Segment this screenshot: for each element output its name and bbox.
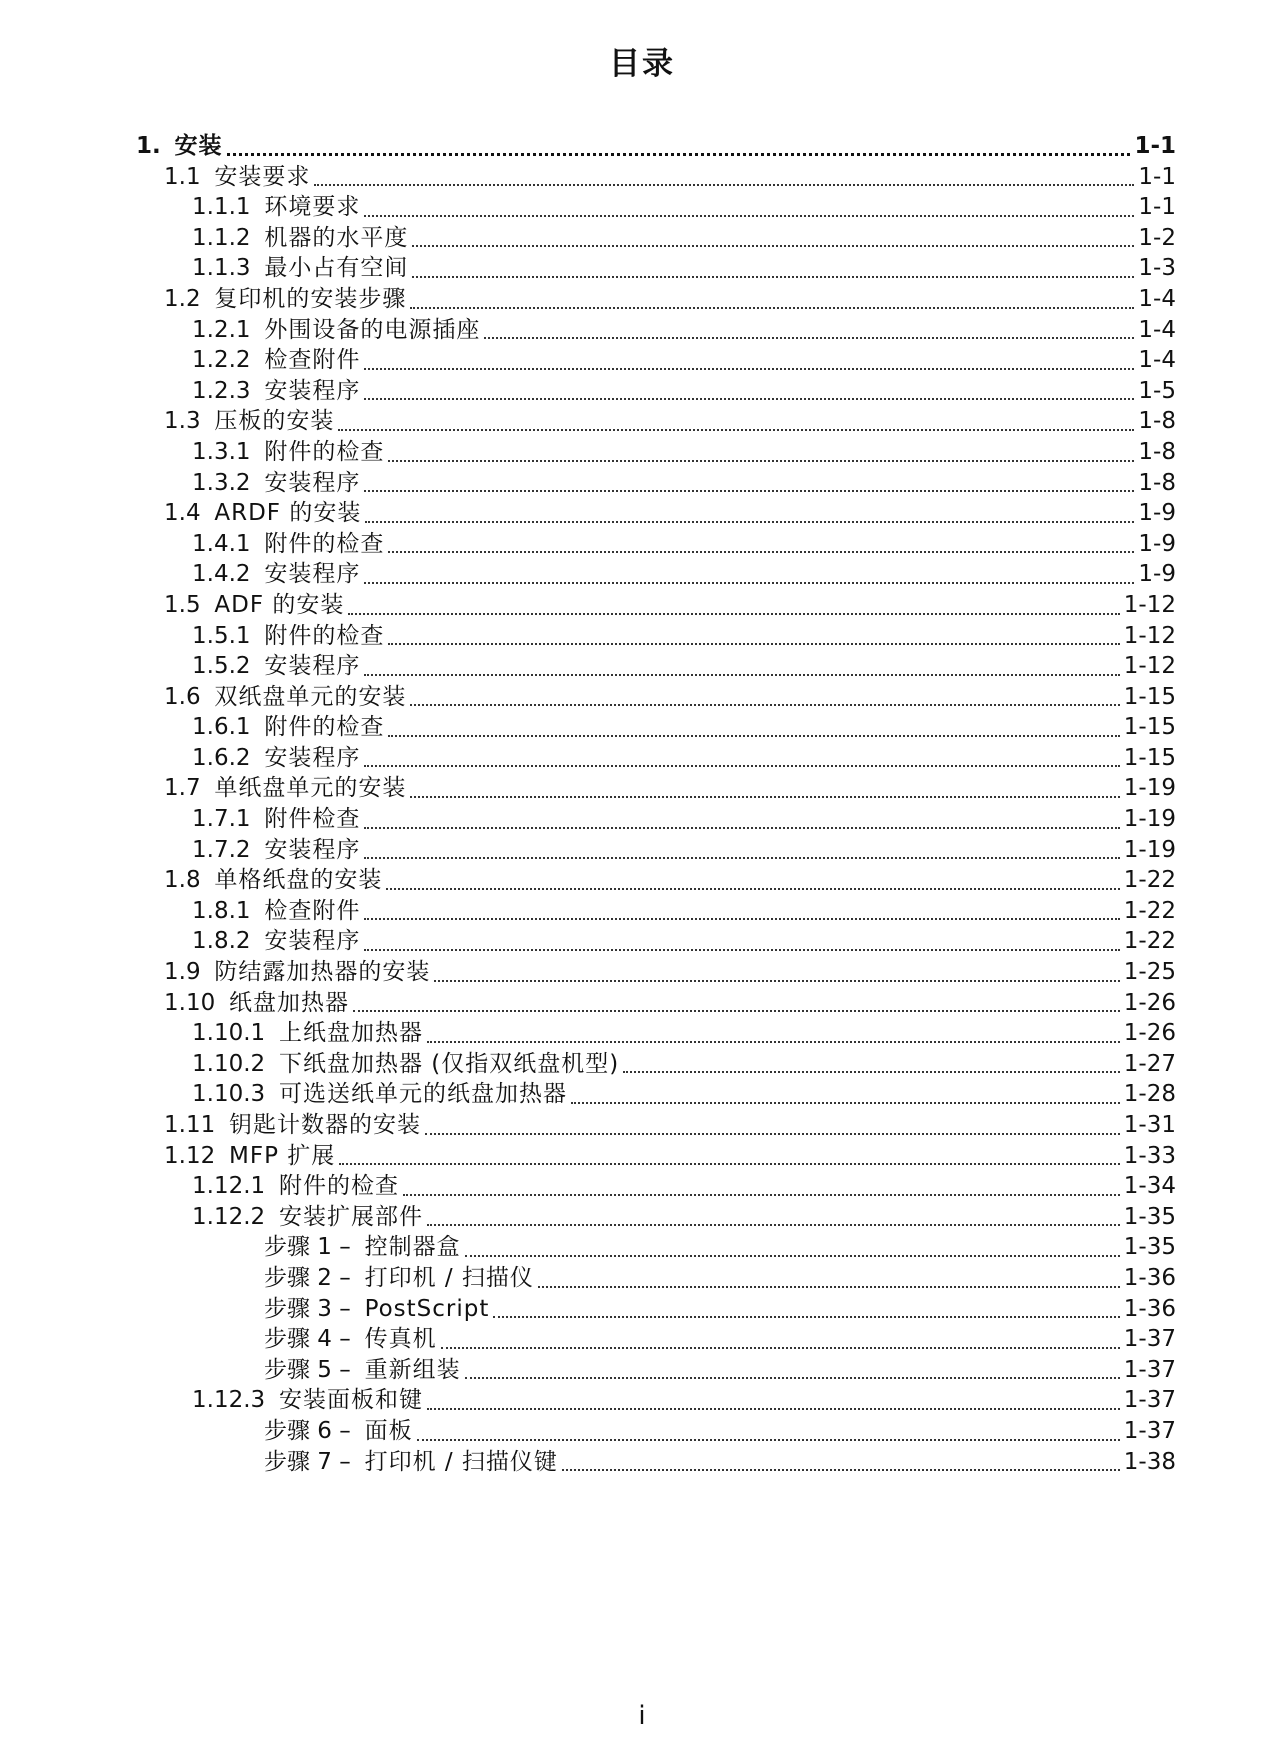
toc-entry[interactable] [136, 1324, 1176, 1355]
toc-entry-page: 1-22 [1123, 928, 1176, 955]
toc-entry[interactable] [136, 743, 1176, 774]
toc-entry-page: 1-15 [1123, 714, 1176, 741]
toc-entry[interactable] [136, 223, 1176, 254]
toc-leader-dots [427, 1224, 1120, 1226]
toc-leader-dots [388, 643, 1119, 645]
toc-entry[interactable] [136, 590, 1176, 621]
toc-entry-number: 步骤 5 – [264, 1356, 351, 1383]
toc-entry[interactable] [136, 621, 1176, 652]
toc-entry-page: 1-9 [1138, 500, 1176, 527]
toc-leader-dots [386, 888, 1119, 890]
toc-entry-title: 附件的检查 [264, 438, 385, 465]
toc-entry-page: 1-36 [1123, 1264, 1176, 1291]
toc-entry[interactable] [136, 498, 1176, 529]
toc-leader-dots [562, 1469, 1120, 1471]
toc-entry-title: 安装程序 [264, 744, 361, 771]
toc-entry[interactable] [136, 192, 1176, 223]
toc-leader-dots [364, 857, 1119, 859]
toc-entry[interactable] [136, 712, 1176, 743]
toc-entry-number: 1.8 [164, 867, 201, 894]
toc-entry-page: 1-15 [1123, 683, 1176, 710]
toc-entry[interactable] [136, 896, 1176, 927]
toc-entry-title: 安装程序 [264, 653, 361, 680]
toc-entry-page: 1-5 [1138, 377, 1176, 404]
toc-entry-title: 安装程序 [264, 377, 361, 404]
toc-entry-title: 附件的检查 [278, 1173, 399, 1200]
toc-entry-number: 1.10.3 [192, 1081, 266, 1108]
toc-entry-number: 1.12.1 [192, 1173, 266, 1200]
toc-entry-title: 防结露加热器的安装 [214, 959, 431, 986]
toc-entry-title: 钥匙计数器的安装 [229, 1112, 422, 1138]
toc-entry-page: 1-1 [1134, 133, 1176, 159]
toc-entry-title: 传真机 [364, 1326, 437, 1353]
toc-entry-page: 1-26 [1123, 989, 1176, 1016]
toc-entry-number: 步骤 3 – [264, 1295, 351, 1322]
toc-entry-page: 1-12 [1123, 591, 1176, 618]
toc-entry-title: 附件的检查 [264, 530, 385, 557]
toc-leader-dots [364, 765, 1119, 767]
toc-entry-page: 1-19 [1123, 806, 1176, 833]
toc-entry-number: 1.6.1 [192, 714, 251, 741]
toc-entry-page: 1-12 [1123, 653, 1176, 680]
toc-entry-number: 1.1 [164, 163, 201, 190]
toc-leader-dots [465, 1377, 1120, 1379]
toc-entry-number: 1.2.3 [192, 377, 251, 404]
toc-leader-dots [339, 1163, 1120, 1165]
toc-entry-title: 重新组装 [364, 1356, 461, 1383]
toc-entry-title: 外围设备的电源插座 [264, 316, 481, 343]
toc-entry[interactable] [136, 1263, 1176, 1294]
toc-leader-dots [227, 153, 1131, 156]
toc-leader-dots [364, 918, 1119, 920]
toc-entry-number: 1. [136, 133, 161, 159]
toc-entry-number: 1.1.1 [192, 194, 251, 221]
toc-entry[interactable] [136, 529, 1176, 560]
toc-entry-page: 1-1 [1138, 194, 1176, 221]
toc-entry-page: 1-37 [1123, 1387, 1176, 1414]
toc-leader-dots [364, 490, 1134, 492]
toc-entry-page: 1-4 [1138, 285, 1176, 312]
toc-entry-number: 1.6 [164, 683, 201, 710]
toc-entry-page: 1-8 [1138, 408, 1176, 435]
toc-entry[interactable] [136, 1141, 1176, 1172]
toc-entry-title: 双纸盘单元的安装 [214, 683, 407, 710]
toc-entry[interactable] [136, 559, 1176, 590]
toc-entry-page: 1-19 [1123, 836, 1176, 863]
toc-entry-page: 1-19 [1123, 775, 1176, 802]
toc-leader-dots [441, 1347, 1120, 1349]
toc-entry[interactable] [136, 1049, 1176, 1080]
toc-entry-title: 打印机 / 扫描仪键 [364, 1448, 558, 1475]
toc-entry[interactable] [136, 957, 1176, 988]
toc-entry[interactable] [136, 162, 1176, 193]
toc-leader-dots [427, 1041, 1120, 1043]
toc-entry[interactable] [136, 1385, 1176, 1416]
toc-entry-title: 检查附件 [264, 897, 361, 924]
toc-leader-dots [388, 735, 1119, 737]
toc-entry-title: 安装要求 [214, 163, 311, 190]
toc-entry-number: 1.8.1 [192, 897, 251, 924]
toc-entry-title: 打印机 / 扫描仪 [364, 1264, 534, 1291]
toc-entry[interactable] [136, 988, 1176, 1019]
toc-entry-title: ARDF 的安装 [214, 500, 362, 527]
toc-leader-dots [314, 184, 1134, 186]
toc-entry[interactable] [136, 1079, 1176, 1110]
toc-leader-dots [417, 1439, 1120, 1441]
toc-leader-dots [364, 949, 1119, 951]
toc-entry-number: 1.4 [164, 500, 201, 527]
toc-entry-page: 1-37 [1123, 1417, 1176, 1444]
toc-entry-page: 1-26 [1123, 1020, 1176, 1047]
toc-entry-page: 1-37 [1123, 1326, 1176, 1353]
toc-entry-number: 1.1.2 [192, 224, 251, 251]
toc-entry-page: 1-22 [1123, 897, 1176, 924]
toc-entry-number: 1.11 [164, 1112, 216, 1138]
toc-entry-page: 1-12 [1123, 622, 1176, 649]
toc-leader-dots [434, 980, 1119, 982]
toc-entry-number: 1.8.2 [192, 928, 251, 955]
toc-leader-dots [410, 796, 1119, 798]
toc-entry-number: 1.10 [164, 989, 216, 1016]
toc-entry-number: 步骤 1 – [264, 1234, 351, 1261]
toc-leader-dots [388, 460, 1134, 462]
toc-leader-dots [425, 1133, 1120, 1135]
toc-entry-number: 1.5.2 [192, 653, 251, 680]
toc-entry-number: 1.3 [164, 408, 201, 435]
toc-leader-dots [365, 521, 1134, 523]
toc-entry-title: 复印机的安装步骤 [214, 285, 407, 312]
toc-entry-number: 1.5 [164, 591, 201, 618]
toc-entry-page: 1-33 [1123, 1142, 1176, 1169]
toc-leader-dots [348, 613, 1119, 615]
toc-leader-dots [427, 1408, 1120, 1410]
toc-entry-title: 安装面板和键 [278, 1387, 423, 1414]
toc-entry[interactable] [136, 345, 1176, 376]
toc-entry-number: 1.4.1 [192, 530, 251, 557]
toc-entry-title: 安装程序 [264, 836, 361, 863]
toc-entry-number: 1.3.1 [192, 438, 251, 465]
toc-entry-page: 1-9 [1138, 561, 1176, 588]
toc-entry[interactable] [136, 1110, 1176, 1141]
toc-entry-number: 1.9 [164, 959, 201, 986]
toc-entry-number: 1.3.2 [192, 469, 251, 496]
toc-entry-page: 1-38 [1123, 1448, 1176, 1475]
toc-entry-number: 步骤 4 – [264, 1326, 351, 1353]
toc-entry-page: 1-9 [1138, 530, 1176, 557]
toc-entry-page: 1-25 [1123, 959, 1176, 986]
toc-entry-title: 附件检查 [264, 806, 361, 833]
toc-leader-dots [493, 1316, 1119, 1318]
toc-entry-title: 单格纸盘的安装 [214, 867, 383, 894]
page-number: i [638, 1701, 646, 1731]
toc-entry-number: 1.7.1 [192, 806, 251, 833]
toc-entry-page: 1-35 [1123, 1234, 1176, 1261]
toc-entry-page: 1-8 [1138, 469, 1176, 496]
toc-entry-title: 机器的水平度 [264, 224, 409, 251]
toc-entry-title: 面板 [364, 1417, 413, 1444]
toc-entry-title: 附件的检查 [264, 622, 385, 649]
toc-entry-page: 1-35 [1123, 1203, 1176, 1230]
toc-entry[interactable] [136, 1232, 1176, 1263]
toc-entry-page: 1-1 [1138, 163, 1176, 190]
toc-entry-title: 附件的检查 [264, 714, 385, 741]
toc-entry-page: 1-4 [1138, 347, 1176, 374]
toc-leader-dots [338, 429, 1134, 431]
toc-entry-number: 1.4.2 [192, 561, 251, 588]
page-title: 目录 [609, 46, 675, 82]
toc-entry-number: 1.12.2 [192, 1203, 266, 1230]
toc-leader-dots [412, 245, 1134, 247]
toc-entry-page: 1-31 [1123, 1112, 1176, 1138]
toc-leader-dots [364, 582, 1134, 584]
toc-entry-title: MFP 扩展 [229, 1142, 336, 1169]
toc-entry-page: 1-36 [1123, 1295, 1176, 1322]
toc-leader-dots [364, 827, 1119, 829]
toc-entry-number: 1.10.1 [192, 1020, 266, 1047]
toc-entry-title: 上纸盘加热器 [278, 1020, 423, 1047]
toc-entry-number: 1.7.2 [192, 836, 251, 863]
toc-entry-title: 安装程序 [264, 469, 361, 496]
toc-leader-dots [623, 1071, 1120, 1073]
toc-entry-page: 1-34 [1123, 1173, 1176, 1200]
toc-entry[interactable] [136, 437, 1176, 468]
toc-entry[interactable] [136, 1416, 1176, 1447]
toc-leader-dots [484, 337, 1134, 339]
toc-leader-dots [571, 1102, 1120, 1104]
toc-entry[interactable] [136, 804, 1176, 835]
toc-leader-dots [364, 215, 1134, 217]
toc-entry-number: 步骤 6 – [264, 1417, 351, 1444]
toc-entry-title: 纸盘加热器 [229, 989, 350, 1016]
toc-entry-number: 1.2 [164, 285, 201, 312]
toc-entry-page: 1-2 [1138, 224, 1176, 251]
toc-entry[interactable] [136, 926, 1176, 957]
toc-entry[interactable] [136, 651, 1176, 682]
toc-entry[interactable] [136, 1355, 1176, 1386]
toc-entry-page: 1-28 [1123, 1081, 1176, 1108]
toc-entry[interactable] [136, 284, 1176, 315]
toc-entry-page: 1-8 [1138, 438, 1176, 465]
toc-entry-title: 控制器盒 [364, 1234, 461, 1261]
toc-leader-dots [410, 307, 1134, 309]
toc-entry[interactable] [136, 131, 1176, 162]
toc-entry[interactable] [136, 315, 1176, 346]
toc-entry-title: 安装 [174, 133, 223, 159]
toc-entry-number: 步骤 2 – [264, 1264, 351, 1291]
toc-entry-number: 1.2.2 [192, 347, 251, 374]
toc-entry-number: 步骤 7 – [264, 1448, 351, 1475]
toc-entry-number: 1.5.1 [192, 622, 251, 649]
toc-entry[interactable] [136, 406, 1176, 437]
toc-entry-title: 安装程序 [264, 928, 361, 955]
toc-entry-page: 1-3 [1138, 255, 1176, 282]
toc-leader-dots [465, 1255, 1120, 1257]
toc-leader-dots [412, 276, 1134, 278]
toc-entry-title: 环境要求 [264, 194, 361, 221]
toc-entry[interactable] [136, 682, 1176, 713]
toc-entry-number: 1.7 [164, 775, 201, 802]
toc-entry-page: 1-4 [1138, 316, 1176, 343]
toc-entry-number: 1.2.1 [192, 316, 251, 343]
toc-entry-title: 压板的安装 [214, 408, 335, 435]
toc-entry[interactable] [136, 253, 1176, 284]
toc-entry[interactable] [136, 1202, 1176, 1233]
table-of-contents [136, 131, 1176, 1477]
toc-entry-title: 最小占有空间 [264, 255, 409, 282]
toc-entry-number: 1.12.3 [192, 1387, 266, 1414]
toc-entry-title: 单纸盘单元的安装 [214, 775, 407, 802]
toc-leader-dots [353, 1010, 1120, 1012]
toc-entry[interactable] [136, 1171, 1176, 1202]
toc-leader-dots [538, 1286, 1120, 1288]
toc-entry-number: 1.1.3 [192, 255, 251, 282]
toc-entry[interactable] [136, 1447, 1176, 1478]
toc-entry-title: ADF 的安装 [214, 591, 345, 618]
toc-entry-title: 检查附件 [264, 347, 361, 374]
toc-leader-dots [403, 1194, 1120, 1196]
toc-entry-page: 1-27 [1123, 1050, 1176, 1077]
toc-leader-dots [364, 398, 1134, 400]
toc-entry-title: 安装程序 [264, 561, 361, 588]
toc-entry-number: 1.6.2 [192, 744, 251, 771]
toc-entry-title: 安装扩展部件 [278, 1203, 423, 1230]
toc-entry[interactable] [136, 865, 1176, 896]
toc-leader-dots [364, 674, 1119, 676]
toc-leader-dots [388, 551, 1134, 553]
toc-entry-page: 1-15 [1123, 744, 1176, 771]
toc-entry[interactable] [136, 835, 1176, 866]
toc-leader-dots [364, 368, 1134, 370]
toc-entry[interactable] [136, 376, 1176, 407]
toc-entry-number: 1.10.2 [192, 1050, 266, 1077]
toc-entry-title: PostScript [364, 1295, 490, 1322]
toc-entry[interactable] [136, 773, 1176, 804]
toc-leader-dots [410, 704, 1119, 706]
toc-entry-number: 1.12 [164, 1142, 216, 1169]
toc-entry-page: 1-22 [1123, 867, 1176, 894]
toc-entry-title: 下纸盘加热器 (仅指双纸盘机型) [278, 1050, 620, 1077]
toc-entry-title: 可选送纸单元的纸盘加热器 [278, 1081, 567, 1108]
toc-entry[interactable] [136, 468, 1176, 499]
toc-entry[interactable] [136, 1294, 1176, 1325]
toc-entry[interactable] [136, 1018, 1176, 1049]
toc-entry-page: 1-37 [1123, 1356, 1176, 1383]
